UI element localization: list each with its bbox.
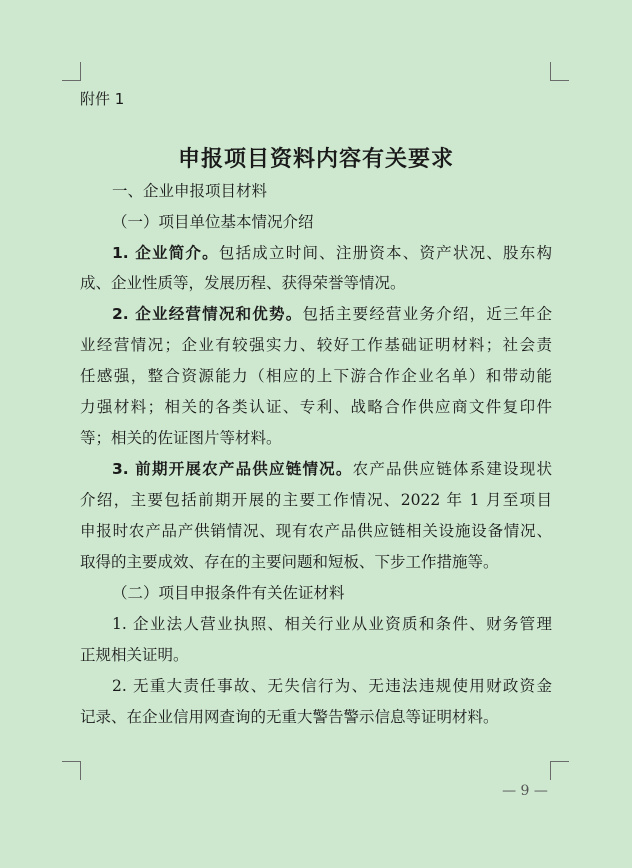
attachment-label: 附件 1 bbox=[80, 90, 125, 108]
paragraph-line: 等；相关的佐证图片等材料。 bbox=[80, 429, 282, 447]
paragraph-line: 取得的主要成效、存在的主要问题和短板、下步工作措施等。 bbox=[80, 553, 499, 571]
paragraph-operations bbox=[112, 304, 552, 324]
item-label: 1. 企业简介。 bbox=[112, 244, 219, 262]
paragraph-text: 包括主要经营业务介绍，近三年企 bbox=[302, 305, 552, 323]
crop-mark-top-right bbox=[550, 62, 569, 81]
paragraph-supply-chain bbox=[112, 459, 552, 479]
crop-mark-bottom-right bbox=[550, 761, 569, 780]
paragraph-line: 业经营情况；企业有较强实力、较好工作基础证明材料；社会责 bbox=[80, 336, 552, 354]
paragraph-condition-1: 1. 企业法人营业执照、相关行业从业资质和条件、财务管理 bbox=[112, 615, 552, 633]
paragraph-line: 力强材料；相关的各类认证、专利、战略合作供应商文件复印件 bbox=[80, 398, 552, 416]
paragraph-line: 介绍，主要包括前期开展的主要工作情况、2022 年 1 月至项目 bbox=[80, 491, 552, 509]
page-number: — 9 — bbox=[502, 783, 548, 799]
crop-mark-top-left bbox=[62, 62, 81, 81]
paragraph-line: 正规相关证明。 bbox=[80, 646, 189, 664]
document-title: 申报项目资料内容有关要求 bbox=[177, 146, 454, 172]
paragraph-line: 成、企业性质等，发展历程、获得荣誉等情况。 bbox=[80, 274, 406, 292]
subsection-heading-1: （一）项目单位基本情况介绍 bbox=[112, 213, 314, 231]
paragraph-line: 申报时农产品产供销情况、现有农产品供应链相关设施设备情况、 bbox=[80, 522, 552, 540]
section-heading-1: 一、企业申报项目材料 bbox=[112, 182, 268, 200]
paragraph-company-intro bbox=[112, 243, 552, 263]
paragraph-text: 包括成立时间、注册资本、资产状况、股东构 bbox=[218, 244, 552, 262]
crop-mark-bottom-left bbox=[62, 761, 81, 780]
paragraph-text: 农产品供应链体系建设现状 bbox=[352, 460, 552, 478]
paragraph-line: 记录、在企业信用网查询的无重大警告警示信息等证明材料。 bbox=[80, 708, 499, 726]
paragraph-condition-2: 2. 无重大责任事故、无失信行为、无违法违规使用财政资金 bbox=[112, 677, 552, 695]
item-label: 2. 企业经营情况和优势。 bbox=[112, 305, 303, 323]
paragraph-line: 任感强，整合资源能力（相应的上下游合作企业名单）和带动能 bbox=[80, 367, 552, 385]
subsection-heading-2: （二）项目申报条件有关佐证材料 bbox=[112, 584, 345, 602]
item-label: 3. 前期开展农产品供应链情况。 bbox=[112, 460, 353, 478]
